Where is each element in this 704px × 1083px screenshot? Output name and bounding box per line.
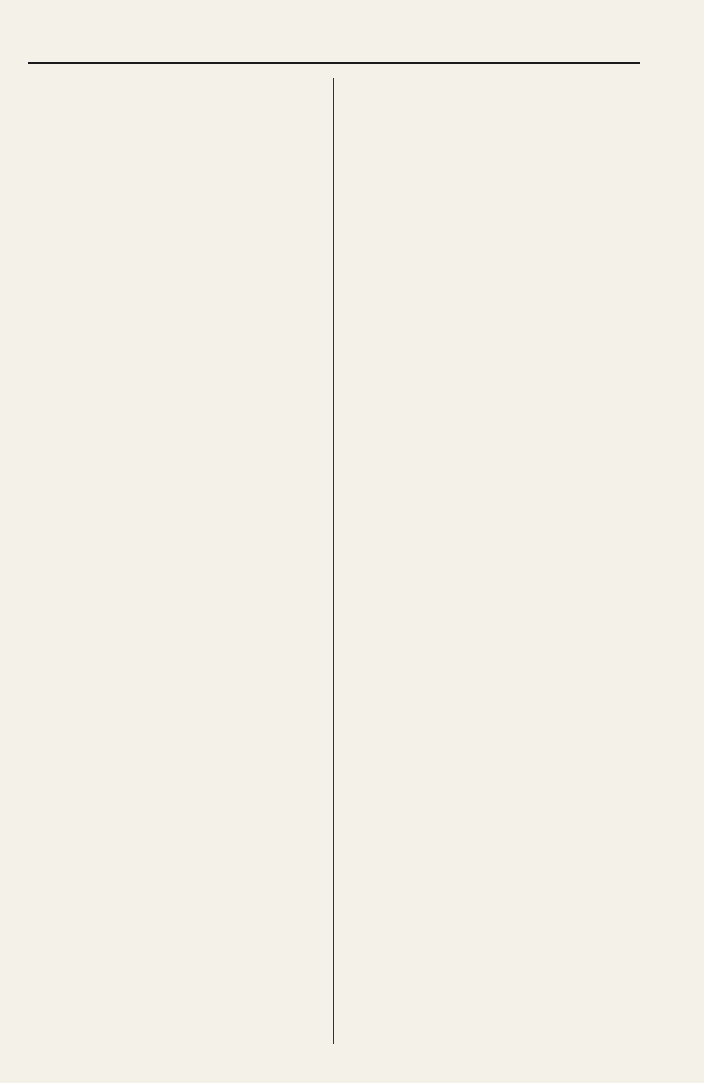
header-rule — [28, 62, 640, 64]
page-header — [28, 38, 640, 60]
column-divider — [333, 78, 334, 1044]
